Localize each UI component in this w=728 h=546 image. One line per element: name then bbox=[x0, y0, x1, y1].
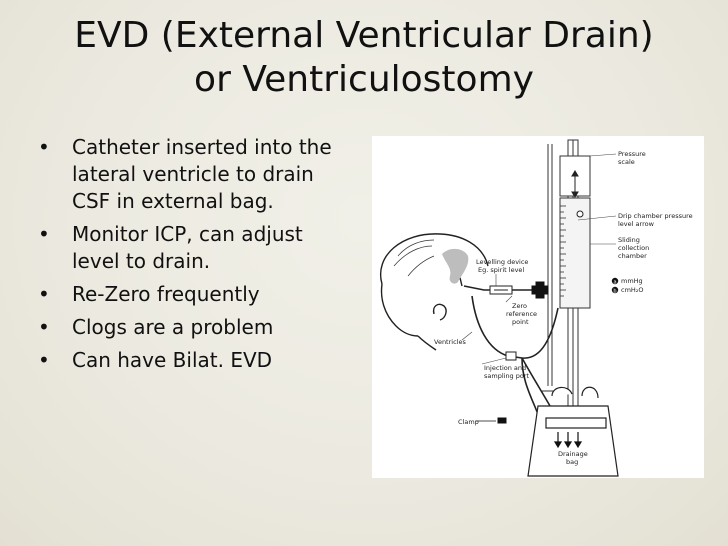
levelling-device bbox=[490, 286, 512, 294]
label-sliding-1: Sliding bbox=[618, 236, 640, 244]
legend-b-marker: b bbox=[613, 288, 617, 295]
stopcock-icon bbox=[532, 282, 548, 298]
label-cmh2o: cmH₂O bbox=[621, 286, 644, 294]
label-drainage-1: Drainage bbox=[558, 450, 588, 458]
label-injection-1: Injection and bbox=[484, 364, 527, 372]
hair-lines bbox=[394, 240, 434, 276]
bullet-text: Clogs are a problem bbox=[72, 315, 274, 339]
evd-diagram bbox=[372, 136, 704, 478]
clamp-icon bbox=[476, 418, 506, 423]
label-pressure: Pressure bbox=[618, 150, 646, 158]
label-sliding-3: chamber bbox=[618, 252, 647, 260]
label-levelling-2: Eg. spirit level bbox=[478, 266, 525, 274]
bullet-item bbox=[34, 347, 354, 374]
label-zero-2: reference bbox=[506, 310, 538, 318]
bullet-symbol: • bbox=[38, 282, 50, 306]
label-mmhg: mmHg bbox=[621, 277, 643, 285]
head-silhouette bbox=[381, 234, 488, 350]
label-clamp: Clamp bbox=[458, 418, 479, 426]
title-line-2: or Ventriculostomy bbox=[194, 59, 534, 100]
label-injection-2: sampling port bbox=[484, 372, 530, 380]
label-drip-1: Drip chamber pressure bbox=[618, 212, 693, 220]
label-drip-2: level arrow bbox=[618, 220, 654, 228]
ventricles-shape bbox=[442, 249, 468, 284]
bullet-symbol: • bbox=[38, 222, 50, 246]
bullet-item bbox=[34, 281, 354, 308]
bullet-item bbox=[34, 134, 354, 215]
bullet-text: Re-Zero frequently bbox=[72, 282, 260, 306]
legend-a-marker: a bbox=[613, 279, 617, 286]
injection-port-icon bbox=[506, 352, 516, 360]
label-scale: scale bbox=[618, 158, 635, 166]
evd-diagram-svg bbox=[372, 136, 704, 478]
label-levelling-1: Levelling device bbox=[476, 258, 529, 266]
bullet-text: Can have Bilat. EVD bbox=[72, 348, 273, 372]
bullet-text: Catheter inserted into the lateral ventricle to drain CSF in external bag. bbox=[72, 135, 332, 213]
label-drainage-2: bag bbox=[566, 458, 579, 466]
bullet-symbol: • bbox=[38, 315, 50, 339]
bullet-item bbox=[34, 314, 354, 341]
label-sliding-2: collection bbox=[618, 244, 650, 252]
label-zero-1: Zero bbox=[512, 302, 527, 310]
bullet-item bbox=[34, 221, 354, 275]
label-zero-3: point bbox=[512, 318, 529, 326]
bullet-text: Monitor ICP, can adjust level to drain. bbox=[72, 222, 303, 273]
bullet-symbol: • bbox=[38, 135, 50, 159]
bullet-symbol: • bbox=[38, 348, 50, 372]
slide-title bbox=[40, 14, 688, 102]
title-line-1: EVD (External Ventricular Drain) bbox=[74, 15, 654, 56]
unit-legend bbox=[612, 278, 618, 295]
label-ventricles: Ventricles bbox=[434, 338, 466, 346]
bullet-list bbox=[34, 134, 354, 380]
